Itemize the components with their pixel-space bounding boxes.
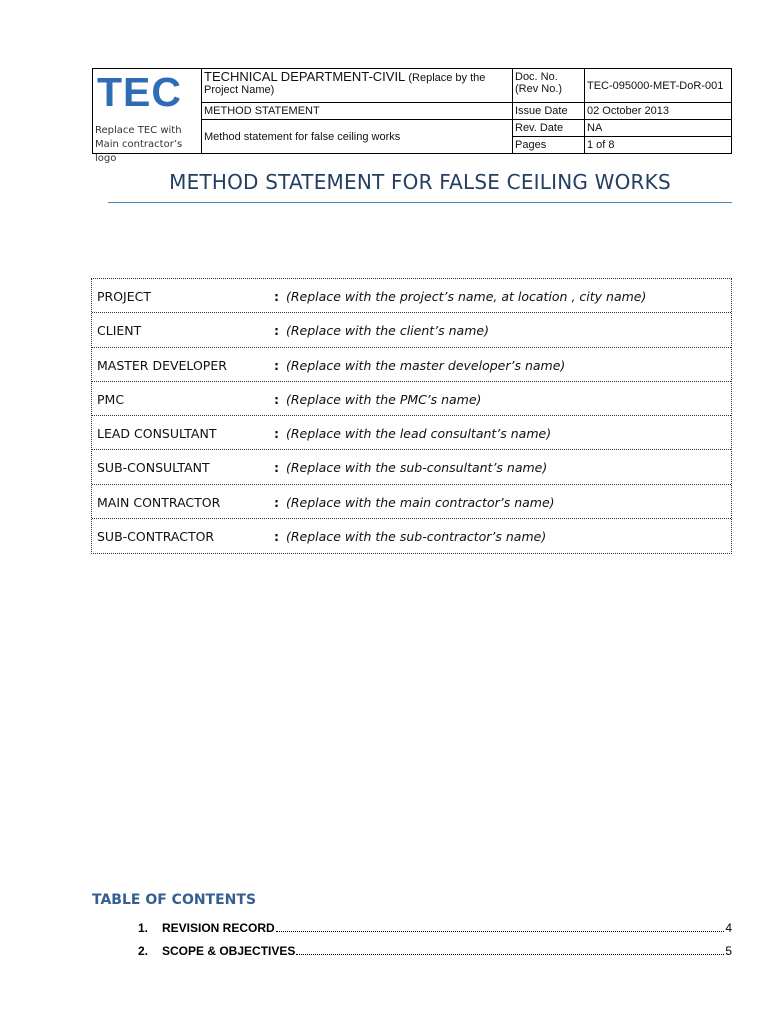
info-label: PROJECT	[97, 289, 152, 304]
toc-item-page: 5	[725, 944, 732, 958]
info-colon: :	[274, 391, 279, 407]
logo-note: Replace TEC with Main contractor’s logo	[95, 125, 183, 164]
info-row-project	[92, 279, 731, 313]
info-row-master-developer	[92, 348, 731, 382]
info-colon: :	[274, 494, 279, 510]
info-row-main-contractor	[92, 485, 731, 519]
toc-item-number: 1.	[138, 921, 149, 935]
info-colon: :	[274, 460, 279, 476]
toc-item-number: 2.	[138, 944, 149, 958]
info-label: SUB-CONSULTANT	[97, 460, 210, 476]
pages-label: Pages	[512, 136, 584, 153]
department-name: TECHNICAL DEPARTMENT-CIVIL	[204, 69, 406, 84]
info-row-sub-contractor	[92, 519, 731, 553]
document-title: METHOD STATEMENT FOR FALSE CEILING WORKS	[169, 170, 671, 194]
info-row-lead-consultant	[92, 416, 731, 450]
info-value: (Replace with the client’s name)	[286, 323, 489, 339]
toc-title: TABLE OF CONTENTS	[92, 892, 257, 908]
info-label: SUB-CONTRACTOR	[97, 528, 215, 544]
pages-value: 1 of 8	[584, 136, 732, 153]
info-row-pmc	[92, 382, 731, 416]
info-value: (Replace with the master developer’s name)	[286, 357, 566, 373]
subject: Method statement for false ceiling works	[202, 119, 512, 153]
rev-date-value: NA	[584, 119, 732, 136]
department-note: (Replace by the Project Name)	[204, 72, 486, 96]
info-value: (Replace with the sub-contractor’s name)	[286, 528, 547, 544]
info-label: MAIN CONTRACTOR	[97, 494, 221, 510]
info-colon: :	[274, 323, 279, 339]
toc-item-page: 4	[725, 921, 732, 935]
info-label: CLIENT	[97, 323, 142, 339]
toc-leader-dots	[276, 930, 725, 932]
info-value: (Replace with the project’s name, at location , city name)	[286, 289, 647, 304]
toc-item-text: REVISION RECORD	[162, 921, 275, 935]
info-value: (Replace with the main contractor’s name)	[286, 494, 555, 510]
project-info-table	[91, 278, 732, 554]
logo-cell	[93, 69, 202, 164]
info-label: MASTER DEVELOPER	[97, 357, 227, 373]
info-colon: :	[274, 289, 279, 304]
doc-no-value: TEC-095000-MET-DoR-001	[584, 69, 732, 102]
info-value: (Replace with the PMC’s name)	[286, 391, 482, 407]
toc-item-text: SCOPE & OBJECTIVES	[162, 944, 296, 958]
document-header-table	[92, 68, 732, 164]
rev-date-label: Rev. Date	[512, 119, 584, 136]
toc-leader-dots	[296, 953, 724, 955]
info-colon: :	[274, 528, 279, 544]
toc-item-revision-record[interactable]	[138, 921, 732, 937]
info-row-sub-consultant	[92, 450, 731, 484]
info-value: (Replace with the sub-consultant’s name)	[286, 460, 548, 476]
info-label: LEAD CONSULTANT	[97, 426, 217, 441]
info-colon: :	[274, 357, 279, 373]
company-logo: TEC	[97, 69, 182, 115]
toc-item-scope-objectives[interactable]	[138, 944, 732, 960]
issue-date-value: 02 October 2013	[584, 102, 732, 119]
info-row-client	[92, 313, 731, 347]
doc-no-label: Doc. No. (Rev No.)	[512, 69, 584, 102]
issue-date-label: Issue Date	[512, 102, 584, 119]
info-label: PMC	[97, 391, 125, 407]
title-rule	[108, 202, 732, 203]
doc-type: METHOD STATEMENT	[202, 102, 512, 119]
department-cell	[202, 69, 512, 102]
info-value: (Replace with the lead consultant’s name)	[286, 426, 552, 441]
info-colon: :	[274, 426, 279, 441]
